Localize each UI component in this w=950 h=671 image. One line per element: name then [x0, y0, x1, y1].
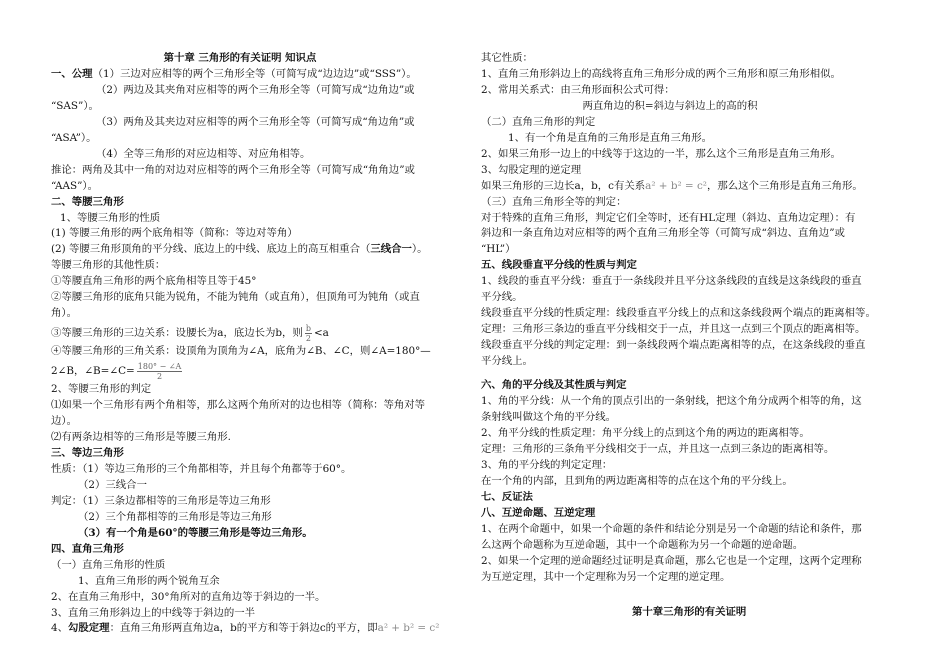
equilateral-criteria-1: 判定：（1）三条边都相等的三角形是等边三角形 — [51, 494, 271, 507]
right-triangle-criteria-2: 2、如果三角形一边上的中线等于这边的一半，那么这个三角形是直角三角形。 — [481, 147, 841, 160]
other-properties-heading: 其它性质： — [481, 52, 533, 64]
other-property-1: 1、直角三角形斜边上的高线将直角三角形分成的两个三角形和原三角形相似。 — [481, 67, 841, 80]
perp-bisector-property: 线段垂直平分线的性质定理：线段垂直平分线上的点和这条线段两个端点的距离相等。 — [481, 307, 876, 320]
isosceles-prop-1: ①等腰直角三角形的两个底角相等且等于45° — [51, 275, 257, 288]
section-heading-converse: 八、互逆命题、互逆定理 — [481, 506, 596, 519]
isosceles-criteria-1-cont: 边）。 — [51, 415, 77, 428]
axiom-asa: （3）两角及其夹边对应相等的两个三角形全等（可简写成“角边角”或 — [96, 115, 415, 128]
pythagorean-theorem: 4、勾股定理：直角三角形两直角边a，b的平方和等于斜边c的平方，即a² + b² = c² — [51, 622, 440, 635]
hl-theorem-cont: 斜边和一条直角边对应相等的两个直角三角形全等（可简写成“斜边、直角边”或 — [481, 227, 845, 240]
section-heading-contradiction: 七、反证法 — [481, 490, 533, 503]
isosceles-properties-heading: 1、等腰三角形的性质 — [60, 211, 161, 224]
corollary-aas-cont: “AAS”）。 — [51, 179, 98, 192]
angle-bisector-def-cont: 条射线叫做这个角的平分线。 — [481, 410, 617, 423]
equilateral-criteria-3: （3）有一个角是60°的等腰三角形是等边三角形。 — [78, 526, 313, 539]
section-heading-isosceles: 二、等腰三角形 — [51, 195, 124, 208]
equilateral-property-1: 性质：（1）等边三角形的三个角都相等，并且每个角都等于60°。 — [51, 462, 352, 475]
right-triangle-prop-1: 1、直角三角形的两个锐角互余 — [78, 574, 220, 587]
axiom-congruent: （4）全等三角形的对应边相等、对应角相等。 — [96, 147, 311, 160]
isosceles-other-properties: 等腰三角形的其他性质： — [51, 259, 166, 272]
perp-bisector-theorem: 定理：三角形三条边的垂直平分线相交于一点，并且这一点到三个顶点的距离相等。 — [481, 323, 866, 336]
right-triangle-criteria-heading: （二）直角三角形的判定 — [481, 115, 596, 128]
converse-def-2: 2、如果一个定理的逆命题经过证明是真命题，那么它也是一个定理，这两个定理称 — [481, 554, 862, 567]
axiom-sss: （1）三边对应相等的两个三角形全等（可简写成“边边边”或“SSS”）。 — [92, 67, 417, 80]
perp-bisector-def-cont: 平分线。 — [481, 291, 523, 304]
isosceles-base-angles: (1) 等腰三角形的两个底角相等（简称：等边对等角） — [51, 227, 298, 240]
page-footer-title: 第十章三角形的有关证明 — [632, 606, 747, 618]
right-triangle-congruence-heading: （三）直角三角形全等的判定： — [481, 195, 627, 208]
isosceles-criteria-1: ⑴如果一个三角形有两个角相等，那么这两个角所对的边也相等（简称：等角对等 — [51, 399, 426, 412]
corollary-aas: 推论：两角及其中一角的对边对应相等的两个三角形全等（可简写成“角角边”或 — [51, 163, 415, 176]
isosceles-criteria-heading: 2、等腰三角形的判定 — [51, 383, 152, 396]
other-property-2: 2、常用关系式：由三角形面积公式可得： — [481, 83, 675, 96]
pythagorean-converse: 3、勾股定理的逆定理 — [481, 163, 582, 176]
section-heading-axiom: 一、公理 — [51, 67, 93, 80]
hl-theorem: 对于特殊的直角三角形，判定它们全等时，还有HL定理（斜边、直角边定理）：有 — [481, 211, 856, 224]
equilateral-property-2: （2）三线合一 — [78, 478, 147, 491]
hl-theorem-cont-2: “HL”） — [481, 243, 516, 256]
section-heading-equilateral: 三、等边三角形 — [51, 446, 124, 459]
equilateral-criteria-2: （2）三个角都相等的三角形是等边三角形 — [78, 510, 272, 523]
right-triangle-properties-heading: （一）直角三角形的性质 — [51, 558, 166, 571]
angle-bisector-criteria: 在一个角的内部，且到角的两边距离相等的点在这个角的平分线上。 — [481, 474, 793, 487]
perp-bisector-def: 1、线段的垂直平分线：垂直于一条线段并且平分这条线段的直线是这条线段的垂直 — [481, 275, 862, 288]
section-heading-perpendicular-bisector: 五、线段垂直平分线的性质与判定 — [481, 259, 637, 272]
right-triangle-prop-2: 2、在直角三角形中，30°角所对的直角边等于斜边的一半。 — [51, 590, 326, 603]
left-column — [51, 51, 469, 637]
isosceles-prop-4: ④等腰三角形的三角关系：设顶角为顶角为∠A，底角为∠B、∠C，则∠A=180°— — [51, 345, 431, 358]
axiom-sas: （2）两边及其夹角对应相等的两个三角形全等（可简写成“边角边”或 — [96, 83, 415, 96]
converse-def-2-cont: 为互逆定理，其中一个定理称为另一个定理的逆定理。 — [481, 570, 731, 583]
right-triangle-criteria-1: 1、有一个角是直角的三角形是直角三角形。 — [508, 131, 713, 144]
perp-bisector-criteria: 线段垂直平分线的判定定理：到一条线段两个端点距离相等的点，在这条线段的垂直 — [481, 339, 866, 352]
angle-bisector-theorem: 定理：三角形的三条角平分线相交于一点，并且这一点到三条边的距离相等。 — [481, 442, 835, 455]
converse-formula: a² + b² = c² — [645, 179, 707, 192]
isosceles-criteria-2: ⑵有两条边相等的三角形是等腰三角形. — [51, 431, 231, 444]
pythagorean-converse-text: 如果三角形的三边长a，b，c有关系a² + b² = c²，那么这个三角形是直角三角形。 — [481, 179, 863, 192]
three-lines-one: 三线合一 — [370, 243, 412, 256]
isosceles-prop-4-cont: 2∠B，∠B=∠C= $\frac{180^\circ - \angle A}{2}$ — [51, 361, 182, 381]
area-relation: 两直角边的积=斜边与斜边上的高的积 — [582, 99, 758, 112]
document-title: 第十章 三角形的有关证明 知识点 — [163, 52, 317, 64]
angle-bisector-def: 1、角的平分线：从一个角的顶点引出的一条射线，把这个角分成两个相等的角，这 — [481, 395, 862, 408]
right-column — [481, 51, 899, 585]
converse-def-1-cont: 么这两个命题称为互逆命题，其中一个命题称为另一个命题的逆命题。 — [481, 538, 804, 551]
converse-def-1: 1、在两个命题中，如果一个命题的条件和结论分别是另一个命题的结论和条件，那 — [481, 522, 862, 535]
angle-bisector-criteria-heading: 3、角的平分线的判定定理： — [481, 458, 613, 471]
axiom-section — [51, 67, 469, 83]
isosceles-prop-3: ③等腰三角形的三边关系：设腰长为a，底边长为b，则 $\frac{b}{2}$ <a — [51, 323, 329, 343]
fraction-b-over-2: $\frac{b}{2}$ — [305, 323, 311, 343]
isosceles-prop-2-cont: 角）。 — [51, 307, 77, 320]
axiom-sas-cont: “SAS”）。 — [51, 99, 99, 112]
fraction-angle: $\frac{180^\circ - \angle A}{2}$ — [137, 361, 182, 381]
angle-bisector-property: 2、角平分线的性质定理：角平分线上的点到这个角的两边的距离相等。 — [481, 426, 810, 439]
pythagorean-formula: a² + b² = c² — [377, 622, 440, 635]
isosceles-three-lines: (2) 等腰三角形顶角的平分线、底边上的中线、底边上的高互相重合（三线合一）。 — [51, 243, 428, 256]
section-heading-angle-bisector: 六、角的平分线及其性质与判定 — [481, 379, 627, 392]
isosceles-prop-2: ②等腰三角形的底角只能为锐角，不能为钝角（或直角），但顶角可为钝角（或直 — [51, 291, 420, 304]
right-triangle-prop-3: 3、直角三角形斜边上的中线等于斜边的一半 — [51, 606, 256, 619]
perp-bisector-criteria-cont: 平分线上。 — [481, 355, 533, 368]
pythagorean-label: 勾股定理 — [68, 622, 110, 635]
section-heading-right-triangle: 四、直角三角形 — [51, 542, 124, 555]
axiom-asa-cont: “ASA”）。 — [51, 131, 97, 144]
